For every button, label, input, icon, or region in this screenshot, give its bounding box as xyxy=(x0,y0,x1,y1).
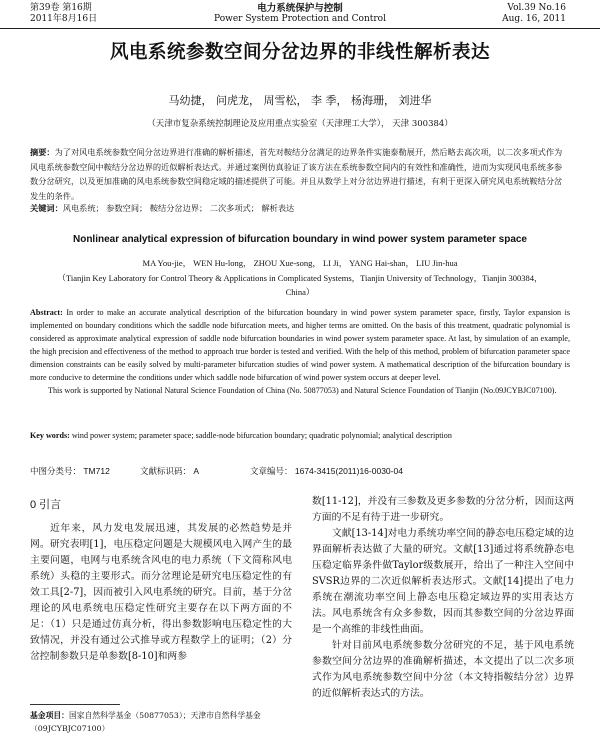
footnote-label: 基金项目： xyxy=(30,711,69,720)
keywords-cn-label: 关键词： xyxy=(30,203,63,213)
abstract-en-label: Abstract: xyxy=(30,308,63,317)
authors-cn: 马幼捷， 问虎龙， 周雪松， 李 季， 杨海珊， 刘进华 xyxy=(168,94,432,107)
keywords-cn-text: 风电系统； 参数空间； 鞍结分岔边界； 二次多项式； 解析表达 xyxy=(62,203,295,213)
abstract-en xyxy=(30,306,570,397)
date-cn: 2011年8月16日 xyxy=(30,14,98,24)
footnote-rule xyxy=(30,704,120,705)
keywords-en-text: wind power system; parameter space; saddle-node bifurcation boundary; quadratic polynomial; analytical description xyxy=(71,431,452,440)
affiliation-en: （Tianjin Key Laboratory for Control Theory & Applications in Complicated Systems，Tianjin University of Technology，Tianjin 300384，China） xyxy=(57,273,543,297)
keywords-en-label: Key words: xyxy=(30,431,70,440)
abstract-en-body xyxy=(30,306,570,384)
intro-paragraph-1: 近年来，风力发电发展迅速，其发展的必然趋势是并网。研究表明[1]，电压稳定问题是大规模风电入网产生的最主要问题，电网与电系统含风电的电力系统（下文简称风电系统）头稳的主要形式。而分岔理论是研究电压稳定性的有效工具[2-7]，因而被引入风电系统的研究。目前，基于分岔理论的风电系统电压稳定性研究主要存在以下两方面的不足：（1）只是通过仿真分析，得出参数影响电压稳定性的大致情况，并没有通过公式推导或方程数学上的证明；（2）分岔控制参数只是单参数[8-10]和两参 xyxy=(30,523,292,662)
abstract-cn xyxy=(30,145,570,203)
keywords-en xyxy=(30,431,570,440)
journal-name-en: Power System Protection and Control xyxy=(214,14,386,24)
intro-paragraph-continued: 数[11-12]，并没有三参数及更多参数的分岔分析，因而这两方面的不足有待于进一步研究。 xyxy=(312,496,574,523)
footnote-text: 国家自然科学基金（50877053）；天津市自然科学基金（09JCYBJC07100） xyxy=(30,711,261,733)
body-left-column xyxy=(30,497,292,665)
abstract-cn-label: 摘要： xyxy=(30,147,55,157)
intro-paragraph-3: 针对目前风电系统参数分岔研究的不足，基于风电系统参数空间分岔边界的准确解析描述，本文提出了以二次多项式作为风电系统参数空间中分岔（本文特指鞍结分岔）边界的近似解析表达式的方法。 xyxy=(312,640,574,699)
intro-paragraph-2: 文献[13-14]对电力系统功率空间的静态电压稳定域的边界面解析表达做了大量的研究。文献[13]通过将系统静态电压稳定临界条件做Taylor级数展开，给出了一种注入空间中SVSR边界的二次近似解析表达形式。文献[14]提出了电力系统在潮流功率空间上静态电压稳定域边界的实用表达方法。风电系统含有众多参数，因而其参数空间的分岔边界面是一个高维的非线性曲面。 xyxy=(312,528,574,635)
date-en: Aug. 16, 2011 xyxy=(502,14,566,24)
document-code: 文献标识码： A xyxy=(140,466,200,476)
volume-issue-cn: 第39卷 第16期 xyxy=(30,3,92,13)
paper-title-en: Nonlinear analytical expression of bifurcation boundary in wind power system parameter space xyxy=(72,234,527,245)
affiliation-cn: （天津市复杂系统控制理论及应用重点实验室（天津理工大学）， 天津 300384） xyxy=(147,119,453,129)
section-heading-introduction: 0 引言 xyxy=(30,499,62,511)
body-right-column xyxy=(312,494,574,702)
abstract-en-text: In order to make an accurate analytical description of the bifurcation boundary in wind power system parameter space, firstly, Taylor expansion is implemented on boundary conditions which the saddle node bifurcation meets, and higher terms are omitted. On the basis of this treatment, quadratic polynomial is considered as approximate analytical expression of saddle node bifurcation boundaries in wind power system parameter space. At last, by simulation of an example, the high precision and effectiveness of the method to approach true border is tested and verified. With the help of this method, problem of bifurcation parameter space dimension constraints can be easily solved by multi-parameter bifurcation studies of wind power system. A mathematical description of the bifurcation boundary is more conducive to determine the conditions under which saddle node bifurcation of wind power system occurs at deeper level. xyxy=(30,308,570,382)
abstract-cn-text: 为了对风电系统参数空间分岔边界进行准确的解析描述，首先对鞍结分岔满足的边界条件实施泰勒展开，然后略去高次项，以二次多项式作为风电系统参数空间中鞍结分岔边界的近似解析表达式。并通过案例仿真验证了该方法在系统参数空间内的有效性和准确性，进而为实现风电系统多参数分岔研究，以及更加准确的风电系统参数空间稳定域的描述提供了可能。并且从数学上对分岔边界进行描述，有利于更深入研究风电系统鞍结分岔发生的条件。 xyxy=(30,147,563,201)
volume-issue-en: Vol.39 No.16 xyxy=(507,3,566,13)
paper-title-cn: 风电系统参数空间分岔边界的非线性解析表达 xyxy=(109,42,490,63)
authors-en: MA You-jie， WEN Hu-long， ZHOU Xue-song， LI Ji， YANG Hai-shan， LIU Jin-hua xyxy=(142,258,458,268)
funding-en: This work is supported by National Natural Science Foundation of China (No. 50877053) and Natural Science Foundation of Tianjin (No.09JCYBJC07100). xyxy=(48,386,557,395)
keywords-cn xyxy=(30,203,570,214)
journal-header xyxy=(0,0,600,29)
journal-name-cn: 电力系统保护与控制 xyxy=(257,3,343,14)
funding-footnote xyxy=(30,709,292,735)
article-number: 文章编号： 1674-3415(2011)16-0030-04 xyxy=(250,466,403,476)
header-right xyxy=(502,3,566,25)
clc-number: 中图分类号： TM712 xyxy=(30,466,110,476)
